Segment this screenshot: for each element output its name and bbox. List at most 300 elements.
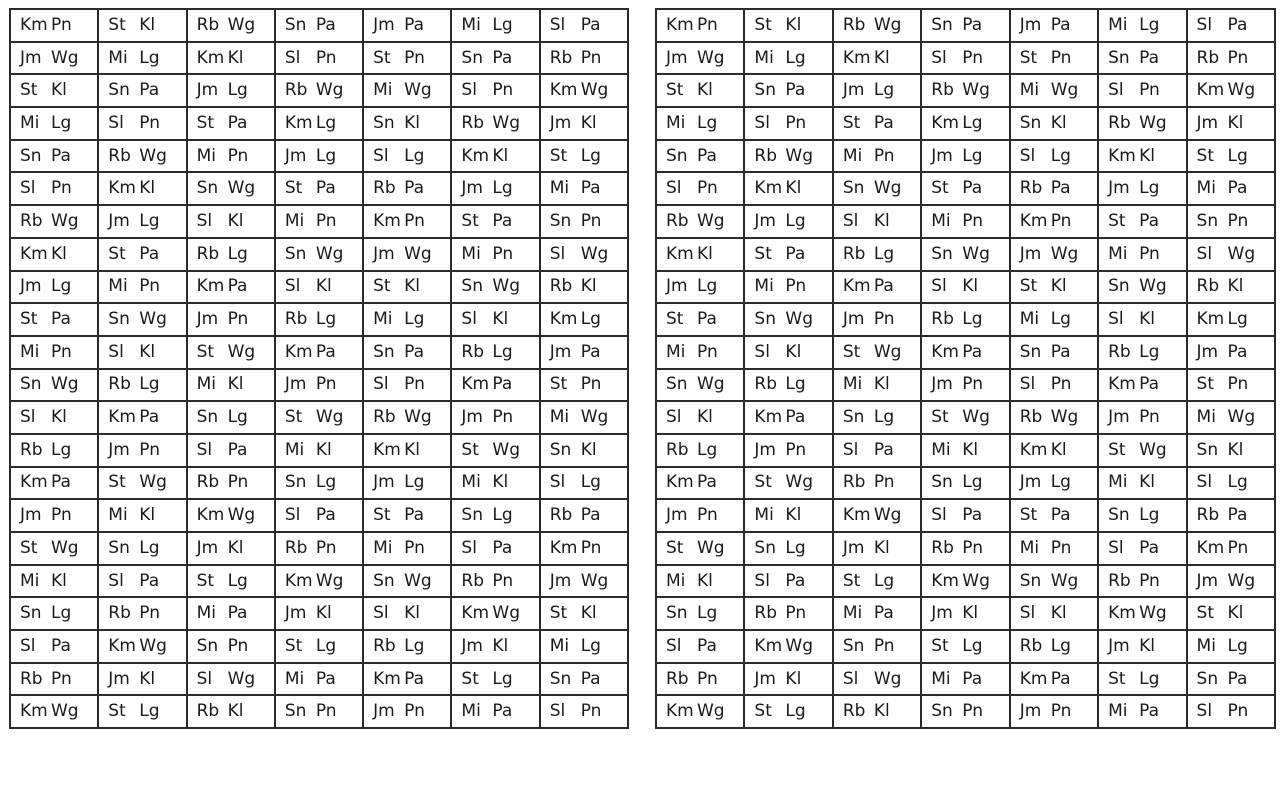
cell-code-second: Wg <box>492 112 521 133</box>
grid-cell <box>1010 467 1098 500</box>
cell-code-second: Pa <box>1050 668 1071 689</box>
cell-code-first: Rb <box>461 341 485 362</box>
grid-cell <box>98 238 186 271</box>
grid-cell <box>656 434 744 467</box>
cell-code-second: Pa <box>1050 178 1071 199</box>
grid-cell <box>1010 630 1098 663</box>
grid-cell <box>10 499 98 532</box>
cell-code-second: Kl <box>785 341 802 362</box>
cell-code-second: Pn <box>227 635 249 656</box>
cell-code-first: Sn <box>284 243 307 264</box>
cell-code-second: Pa <box>492 210 513 231</box>
cell-code-second: Lg <box>139 47 160 68</box>
cell-code-second: Wg <box>785 472 814 493</box>
cell-code-second: Wg <box>1139 112 1167 133</box>
grid-row <box>656 238 1275 271</box>
cell-code-second: Pn <box>404 210 425 231</box>
cell-code-second: Wg <box>962 570 990 591</box>
cell-code-first: Jm <box>1196 341 1219 362</box>
grid-cell <box>744 663 832 696</box>
grid-row <box>656 336 1275 369</box>
cell-code-first: St <box>373 276 391 297</box>
cell-code-second: Pa <box>1227 14 1248 35</box>
grid-cell <box>98 271 186 304</box>
cell-code-second: Pa <box>227 276 248 297</box>
grid-cell <box>1010 663 1098 696</box>
grid-cell <box>451 369 539 402</box>
grid-cell <box>540 434 628 467</box>
cell-code-second: Pa <box>1227 178 1248 199</box>
cell-code-second: Lg <box>1139 505 1160 526</box>
grid-cell <box>1187 140 1275 173</box>
cell-code-first: Km <box>666 701 694 722</box>
cell-code-first: Jm <box>196 537 219 558</box>
grid-cell <box>656 499 744 532</box>
cell-code-first: Mi <box>461 14 481 35</box>
grid-cell <box>10 74 98 107</box>
cell-code-first: Mi <box>373 537 393 558</box>
cell-code-second: Kl <box>785 178 802 199</box>
cell-code-first: Rb <box>20 439 43 460</box>
cell-code-second: Wg <box>315 570 344 591</box>
grid-row <box>10 663 628 696</box>
grid-cell <box>656 401 744 434</box>
cell-code-second: Kl <box>51 243 67 264</box>
grid-cell <box>98 107 186 140</box>
grid-cell <box>1187 401 1275 434</box>
cell-code-first: Sl <box>20 407 36 428</box>
cell-code-first: Mi <box>1196 407 1216 428</box>
grid-cell <box>10 695 98 728</box>
grid-cell <box>921 401 1009 434</box>
cell-code-first: Km <box>1196 309 1225 330</box>
cell-code-second: Pa <box>51 472 71 493</box>
cell-code-second: Kl <box>697 570 713 591</box>
grid-row <box>656 9 1275 42</box>
cell-code-second: Kl <box>315 439 332 460</box>
cell-code-second: Pn <box>580 537 602 558</box>
cell-code-second: Pa <box>1227 341 1248 362</box>
grid-cell <box>656 74 744 107</box>
grid-row <box>10 499 628 532</box>
grid-cell <box>1187 695 1275 728</box>
grid-cell <box>10 271 98 304</box>
cell-code-second: Wg <box>227 668 256 689</box>
cell-code-second: Kl <box>873 47 890 68</box>
grid-cell <box>540 532 628 565</box>
cell-code-first: Rb <box>1108 570 1131 591</box>
grid-cell <box>921 695 1009 728</box>
cell-code-first: Sl <box>196 210 213 231</box>
grid-cell <box>187 42 275 75</box>
grid-cell <box>98 695 186 728</box>
grid-cell <box>363 663 451 696</box>
cell-code-second: Lg <box>785 701 806 722</box>
grid-cell <box>10 434 98 467</box>
cell-code-second: Pn <box>315 47 337 68</box>
grid-row <box>10 532 628 565</box>
grid-cell <box>98 42 186 75</box>
grid-cell <box>363 238 451 271</box>
grid-cell <box>451 303 539 336</box>
grid-cell <box>187 140 275 173</box>
cell-code-first: Sl <box>284 276 301 297</box>
grid-cell <box>540 499 628 532</box>
cell-code-second: Kl <box>962 276 979 297</box>
grid-cell <box>275 42 363 75</box>
cell-code-first: Sl <box>1019 145 1036 166</box>
cell-code-first: Rb <box>1108 341 1131 362</box>
cell-code-second: Kl <box>139 668 156 689</box>
cell-code-first: St <box>842 112 861 133</box>
cell-code-second: Pa <box>404 668 425 689</box>
cell-code-second: Wg <box>873 14 902 35</box>
cell-code-second: Wg <box>1227 243 1256 264</box>
cell-code-second: Wg <box>1227 407 1256 428</box>
cell-code-first: Km <box>549 80 578 101</box>
grid-cell <box>1098 434 1186 467</box>
cell-code-first: Rb <box>196 472 220 493</box>
grid-row <box>656 695 1275 728</box>
cell-code-second: Kl <box>1139 309 1155 330</box>
cell-code-first: Rb <box>1196 47 1220 68</box>
cell-code-first: Sn <box>842 635 865 656</box>
cell-code-first: Rb <box>20 668 43 689</box>
cell-code-second: Wg <box>580 243 609 264</box>
cell-code-first: Sn <box>842 178 865 199</box>
grid-cell <box>363 369 451 402</box>
grid-cell <box>363 140 451 173</box>
grid-cell <box>921 205 1009 238</box>
grid-cell <box>451 172 539 205</box>
cell-code-second: Pa <box>1139 537 1160 558</box>
cell-code-first: Km <box>373 210 401 231</box>
cell-code-second: Wg <box>873 505 902 526</box>
cell-code-first: Sn <box>1019 341 1042 362</box>
cell-code-second: Pn <box>580 47 602 68</box>
cell-code-second: Wg <box>580 80 609 101</box>
cell-code-second: Wg <box>580 407 609 428</box>
grid-cell <box>1010 205 1098 238</box>
cell-code-first: Sn <box>373 570 395 591</box>
cell-code-second: Kl <box>873 537 890 558</box>
grid-cell <box>833 565 921 598</box>
cell-code-second: Pn <box>227 472 249 493</box>
cell-code-first: Jm <box>666 505 688 526</box>
grid-cell <box>833 271 921 304</box>
grid-cell <box>98 205 186 238</box>
cell-code-second: Pn <box>873 145 895 166</box>
cell-code-second: Wg <box>404 407 432 428</box>
cell-code-second: Pa <box>227 112 248 133</box>
grid-cell <box>540 238 628 271</box>
cell-code-first: Jm <box>108 668 130 689</box>
cell-code-first: Rb <box>1019 635 1043 656</box>
cell-code-first: St <box>754 472 772 493</box>
cell-code-second: Pa <box>1050 505 1071 526</box>
grid-cell <box>10 565 98 598</box>
cell-code-second: Pn <box>962 374 983 395</box>
cell-code-second: Pa <box>51 309 71 330</box>
cell-code-first: Mi <box>20 112 40 133</box>
grid-cell <box>921 9 1009 42</box>
grid-cell <box>363 401 451 434</box>
cell-code-second: Lg <box>873 407 895 428</box>
grid-cell <box>10 401 98 434</box>
grid-cell <box>187 369 275 402</box>
cell-code-second: Kl <box>1227 112 1244 133</box>
cell-code-second: Wg <box>227 341 256 362</box>
cell-code-first: Rb <box>842 701 866 722</box>
cell-code-first: St <box>754 14 772 35</box>
cell-code-second: Lg <box>697 603 718 624</box>
cell-code-second: Lg <box>404 145 425 166</box>
cell-code-second: Wg <box>580 570 609 591</box>
cell-code-first: Mi <box>461 243 481 264</box>
cell-code-first: Jm <box>931 374 953 395</box>
cell-code-second: Pa <box>962 668 983 689</box>
cell-code-second: Lg <box>227 570 248 591</box>
cell-code-second: Pn <box>697 178 718 199</box>
cell-code-first: Km <box>196 47 225 68</box>
cell-code-second: Kl <box>962 603 979 624</box>
grid-cell <box>275 205 363 238</box>
grid-cell <box>744 597 832 630</box>
cell-code-first: St <box>1196 603 1214 624</box>
cell-code-second: Wg <box>1227 80 1256 101</box>
cell-code-first: Rb <box>108 603 131 624</box>
grid-cell <box>833 42 921 75</box>
grid-cell <box>187 630 275 663</box>
cell-code-second: Pn <box>1050 701 1072 722</box>
cell-code-first: Sn <box>931 472 953 493</box>
cell-code-first: Rb <box>754 145 778 166</box>
grid-cell <box>275 565 363 598</box>
cell-code-first: Km <box>754 407 783 428</box>
cell-code-second: Pn <box>580 210 602 231</box>
cell-code-second: Wg <box>51 210 79 231</box>
cell-code-first: Sl <box>461 309 477 330</box>
cell-code-second: Lg <box>785 47 806 68</box>
cell-code-second: Pn <box>962 210 983 231</box>
cell-code-first: Rb <box>666 668 689 689</box>
cell-code-second: Wg <box>1139 439 1167 460</box>
cell-code-first: Mi <box>549 635 570 656</box>
cell-code-second: Wg <box>404 80 432 101</box>
cell-code-first: Jm <box>196 309 219 330</box>
cell-code-first: Rb <box>754 603 778 624</box>
cell-code-first: Jm <box>931 145 953 166</box>
cell-code-second: Lg <box>139 701 160 722</box>
grid-cell <box>656 336 744 369</box>
cell-code-second: Kl <box>1227 276 1244 297</box>
cell-code-second: Lg <box>962 472 983 493</box>
cell-code-first: Jm <box>1019 701 1042 722</box>
grid-cell <box>187 597 275 630</box>
cell-code-first: St <box>842 341 861 362</box>
cell-code-second: Lg <box>873 570 895 591</box>
grid-cell <box>363 172 451 205</box>
grid-cell <box>1098 369 1186 402</box>
cell-code-second: Wg <box>492 276 521 297</box>
grid-cell <box>187 401 275 434</box>
cell-code-second: Pa <box>697 309 717 330</box>
cell-code-first: Rb <box>196 14 220 35</box>
cell-code-first: St <box>666 309 684 330</box>
grid-cell <box>275 303 363 336</box>
cell-code-first: St <box>666 537 684 558</box>
cell-code-first: St <box>20 80 38 101</box>
grid-cell <box>1187 238 1275 271</box>
cell-code-first: Km <box>461 603 490 624</box>
cell-code-second: Kl <box>404 439 420 460</box>
grid-cell <box>744 42 832 75</box>
cell-code-second: Wg <box>139 309 167 330</box>
cell-code-second: Kl <box>697 243 713 264</box>
cell-code-second: Pn <box>873 635 895 656</box>
grid-cell <box>921 336 1009 369</box>
cell-code-second: Wg <box>404 243 432 264</box>
cell-code-first: Sl <box>108 570 124 591</box>
cell-code-second: Kl <box>139 341 156 362</box>
grid-cell <box>1098 74 1186 107</box>
cell-code-first: Rb <box>196 701 220 722</box>
cell-code-second: Pn <box>697 505 718 526</box>
grid-cell <box>921 107 1009 140</box>
cell-code-first: Rb <box>461 570 485 591</box>
cell-code-first: Jm <box>20 276 42 297</box>
cell-code-second: Kl <box>785 14 802 35</box>
cell-code-first: St <box>108 701 126 722</box>
cell-code-second: Pa <box>139 570 160 591</box>
cell-code-second: Pn <box>873 472 895 493</box>
grid-cell <box>833 238 921 271</box>
cell-code-first: Sn <box>1196 439 1219 460</box>
cell-code-first: Jm <box>284 145 307 166</box>
grid-row <box>656 42 1275 75</box>
cell-code-first: St <box>1196 145 1214 166</box>
grid-cell <box>451 205 539 238</box>
cell-code-first: Rb <box>842 14 866 35</box>
grid-cell <box>1098 467 1186 500</box>
grid-cell <box>451 630 539 663</box>
cell-code-second: Lg <box>227 80 248 101</box>
cell-code-first: Km <box>931 112 959 133</box>
cell-code-second: Wg <box>51 537 79 558</box>
grid-row <box>10 42 628 75</box>
cell-code-first: St <box>20 309 38 330</box>
cell-code-first: Mi <box>461 472 481 493</box>
cell-code-first: Rb <box>284 309 308 330</box>
cell-code-first: St <box>284 407 303 428</box>
cell-code-first: Sn <box>842 407 865 428</box>
grid-row <box>10 271 628 304</box>
cell-code-second: Wg <box>697 47 725 68</box>
cell-code-second: Pa <box>1139 47 1160 68</box>
grid-cell <box>451 140 539 173</box>
cell-code-second: Pa <box>1050 14 1071 35</box>
grid-cell <box>187 107 275 140</box>
cell-code-second: Wg <box>404 570 432 591</box>
cell-code-first: Sl <box>931 47 947 68</box>
cell-code-second: Pn <box>315 537 337 558</box>
pairing-grid-left <box>9 8 629 729</box>
cell-code-first: Sn <box>754 537 776 558</box>
cell-code-second: Pn <box>785 603 807 624</box>
cell-code-first: Km <box>20 14 48 35</box>
cell-code-second: Pa <box>315 668 336 689</box>
grid-cell <box>1010 74 1098 107</box>
grid-cell <box>363 597 451 630</box>
grid-cell <box>833 434 921 467</box>
grid-cell <box>833 336 921 369</box>
grid-cell <box>1010 369 1098 402</box>
cell-code-second: Lg <box>580 309 601 330</box>
cell-code-first: Sl <box>1196 243 1213 264</box>
grid-cell <box>98 172 186 205</box>
grid-cell <box>363 271 451 304</box>
grid-cell <box>833 74 921 107</box>
cell-code-first: Km <box>1108 145 1136 166</box>
cell-code-second: Kl <box>1227 439 1244 460</box>
cell-code-first: Sl <box>1196 701 1213 722</box>
cell-code-second: Pa <box>873 112 894 133</box>
cell-code-first: Km <box>931 341 959 362</box>
grid-cell <box>363 565 451 598</box>
cell-code-first: Mi <box>549 178 570 199</box>
cell-code-first: Mi <box>666 570 686 591</box>
grid-cell <box>187 205 275 238</box>
cell-code-first: Rb <box>931 309 954 330</box>
grid-cell <box>98 434 186 467</box>
grid-cell <box>275 271 363 304</box>
cell-code-second: Pn <box>580 701 602 722</box>
cell-code-second: Lg <box>1227 309 1248 330</box>
grid-cell <box>187 9 275 42</box>
grid-cell <box>540 369 628 402</box>
cell-code-first: Mi <box>108 505 128 526</box>
grid-cell <box>98 140 186 173</box>
cell-code-second: Pn <box>139 112 161 133</box>
cell-code-second: Lg <box>404 635 425 656</box>
cell-code-first: Km <box>20 243 48 264</box>
cell-code-second: Pa <box>1227 505 1248 526</box>
grid-cell <box>1098 205 1186 238</box>
cell-code-second: Lg <box>962 145 983 166</box>
cell-code-first: Km <box>108 635 136 656</box>
grid-cell <box>10 140 98 173</box>
cell-code-first: Sl <box>666 407 682 428</box>
grid-cell <box>451 271 539 304</box>
grid-cell <box>833 499 921 532</box>
cell-code-second: Wg <box>785 309 814 330</box>
cell-code-first: Sn <box>461 505 483 526</box>
cell-code-second: Pa <box>51 635 71 656</box>
grid-row <box>10 695 628 728</box>
cell-code-first: Sn <box>666 374 688 395</box>
cell-code-second: Lg <box>1139 14 1160 35</box>
cell-code-first: Jm <box>1196 112 1219 133</box>
cell-code-second: Lg <box>492 505 513 526</box>
grid-cell <box>540 597 628 630</box>
grid-row <box>10 434 628 467</box>
cell-code-second: Lg <box>697 276 718 297</box>
grid-cell <box>744 140 832 173</box>
cell-code-first: St <box>931 635 949 656</box>
grid-cell <box>10 107 98 140</box>
cell-code-first: Sl <box>1196 472 1213 493</box>
cell-code-first: Sl <box>108 112 124 133</box>
